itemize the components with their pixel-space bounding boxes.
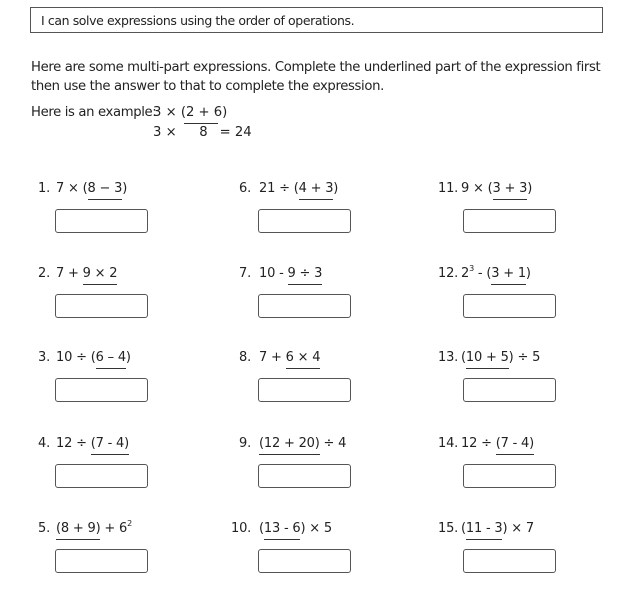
underlined-part: (7 - 4) (91, 436, 129, 455)
question-number: 9. (239, 436, 252, 451)
question-11 (438, 181, 532, 196)
expression-part: 12 ÷ (56, 436, 91, 451)
question-12 (438, 266, 531, 281)
example-label: Here is an example: (31, 105, 157, 120)
question-number: 14. (438, 436, 459, 451)
expression-part: ) ÷ 5 (508, 350, 541, 365)
example-line-2-prefix: 3 × (153, 125, 177, 140)
expression-part: ) (122, 181, 128, 196)
underlined-part: 4 + 3 (299, 181, 334, 200)
question-number: 12. (438, 266, 459, 281)
question-number: 10. (231, 521, 252, 536)
expression-part: ÷ 4 (319, 436, 347, 451)
expression-part: 10 ÷ ( (56, 350, 96, 365)
underlined-part: 6 – 4 (96, 350, 126, 369)
question-number: 3. (38, 350, 51, 365)
question-8 (239, 350, 320, 365)
expression-part: + 6 (100, 521, 128, 536)
answer-box-4[interactable] (55, 464, 148, 488)
underlined-part: (12 + 20) (259, 436, 320, 455)
example-line-2 (153, 125, 252, 140)
answer-box-7[interactable] (258, 294, 351, 318)
question-5 (38, 521, 132, 536)
underlined-part: 3 + 3 (493, 181, 528, 200)
answer-box-13[interactable] (463, 378, 556, 402)
question-4 (38, 436, 129, 451)
underlined-part: 8 − 3 (88, 181, 123, 200)
question-14 (438, 436, 534, 451)
underlined-part: 9 × 2 (83, 266, 118, 285)
question-number: 1. (38, 181, 51, 196)
underlined-part: (7 - 4) (496, 436, 534, 455)
answer-box-11[interactable] (463, 209, 556, 233)
answer-box-5[interactable] (55, 549, 148, 573)
underlined-part: 11 - 3 (466, 521, 503, 540)
question-6 (239, 181, 338, 196)
example-line-1: 3 × (2 + 6) (153, 105, 228, 120)
learning-objective-box (30, 7, 603, 33)
expression-part: ( (461, 350, 466, 365)
expression-part: ) (333, 181, 339, 196)
expression-part: 7 × ( (56, 181, 88, 196)
expression-part: ) × 5 (300, 521, 332, 536)
answer-box-6[interactable] (258, 209, 351, 233)
question-number: 15. (438, 521, 459, 536)
question-number: 13. (438, 350, 459, 365)
expression-part: ) (527, 181, 533, 196)
expression-part: 10 - (259, 266, 288, 281)
underlined-part: 10 + 5 (466, 350, 509, 369)
question-number: 11. (438, 181, 459, 196)
answer-box-15[interactable] (463, 549, 556, 573)
underlined-part: 13 - 6 (264, 521, 301, 540)
exponent: 2 (127, 519, 132, 528)
underlined-part: 3 + 1 (491, 266, 526, 285)
exponent: 3 (469, 264, 474, 273)
answer-box-2[interactable] (55, 294, 148, 318)
underlined-part: 9 ÷ 3 (288, 266, 323, 285)
expression-part: ( (259, 521, 264, 536)
expression-part: 2 (461, 266, 470, 281)
question-number: 6. (239, 181, 252, 196)
answer-box-12[interactable] (463, 294, 556, 318)
example-line-2-result: 8 (199, 125, 208, 140)
question-13 (438, 350, 540, 365)
instructions: Here are some multi-part expressions. Complete the underlined part of the expression first then use the answer to that to complete the expression. (31, 60, 601, 94)
expression-part: ( (461, 521, 466, 536)
question-9 (239, 436, 346, 451)
question-number: 8. (239, 350, 252, 365)
answer-box-9[interactable] (258, 464, 351, 488)
answer-box-3[interactable] (55, 378, 148, 402)
answer-box-10[interactable] (258, 549, 351, 573)
expression-part: 9 × ( (461, 181, 493, 196)
expression-part: 21 ÷ ( (259, 181, 299, 196)
expression-part: ) × 7 (502, 521, 534, 536)
expression-part: ) (125, 350, 131, 365)
expression-part: 7 + (259, 350, 286, 365)
example-line-2-answer: = 24 (219, 125, 252, 140)
question-number: 7. (239, 266, 252, 281)
question-10 (231, 521, 332, 536)
question-7 (239, 266, 322, 281)
question-15 (438, 521, 534, 536)
question-2 (38, 266, 117, 281)
question-number: 4. (38, 436, 51, 451)
expression-part: - ( (473, 266, 492, 281)
underlined-part: 6 × 4 (286, 350, 321, 369)
expression-part: 7 + (56, 266, 83, 281)
question-number: 2. (38, 266, 51, 281)
learning-objective-text: I can solve expressions using the order of operations. (41, 13, 355, 28)
underlined-part: (8 + 9) (56, 521, 100, 540)
answer-box-8[interactable] (258, 378, 351, 402)
answer-box-14[interactable] (463, 464, 556, 488)
expression-part: 12 ÷ (461, 436, 496, 451)
question-number: 5. (38, 521, 51, 536)
expression-part: ) (525, 266, 531, 281)
question-1 (38, 181, 127, 196)
question-3 (38, 350, 131, 365)
example-underline (184, 123, 218, 124)
answer-box-1[interactable] (55, 209, 148, 233)
